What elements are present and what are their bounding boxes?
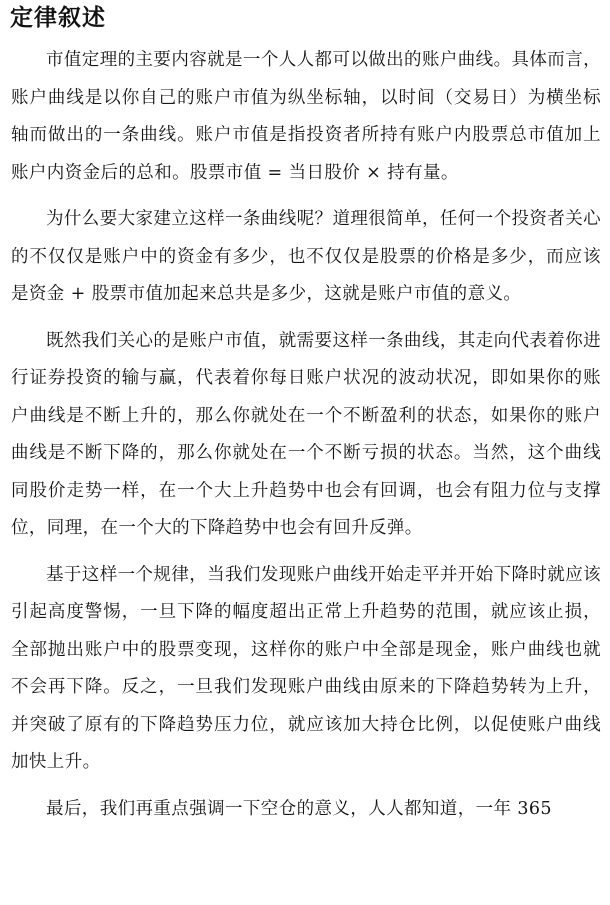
paragraph-definition: 市值定理的主要内容就是一个人人都可以做出的账户曲线。具体而言，账户曲线是以你自己的账户市值为纵坐标轴，以时间（交易日）为横坐标轴而做出的一条曲线。账户市值是指投资者所持有账户内股票总市值加上账户内资金后的总和。股票市值 = 当日股价 × 持有量。 — [11, 50, 601, 183]
paragraph-curve-trend: 既然我们关心的是账户市值，就需要这样一条曲线，其走向代表着你进行证券投资的输与赢，代表着你每日账户状况的波动状况，即如果你的账户曲线是不断上升的，那么你就处在一个不断盈利的状态，如果你的账户曲线是不断下降的，那么你就处在一个不断亏损的状态。当然，这个曲线同股价走势一样，在一个大上升趋势中也会有回调，也会有阻力位与支撑位，同理，在一个大的下降趋势中也会有回升反弹。 — [11, 330, 601, 538]
paragraph-stop-loss: 基于这样一个规律，当我们发现账户曲线开始走平并开始下降时就应该引起高度警惕，一旦下降的幅度超出正常上升趋势的范围，就应该止损，全部抛出账户中的股票变现，这样你的账户中全部是现金，账户曲线也就不会再下降。反之，一旦我们发现账户曲线由原来的下降趋势转为上升，并突破了原有的下降趋势压力位，就应该加大持仓比例，以促使账户曲线加快上升。 — [11, 564, 601, 772]
paragraph-empty-position: 最后，我们再重点强调一下空仓的意义，人人都知道，一年 365 — [46, 798, 552, 819]
section-title: 定律叙述 — [10, 5, 106, 31]
paragraph-why-curve: 为什么要大家建立这样一条曲线呢？道理很简单，任何一个投资者关心的不仅仅是账户中的资金有多少，也不仅仅是股票的价格是多少，而应该是资金 + 股票市值加起来总共是多少，这就是账户市值的意义。 — [11, 209, 601, 304]
body-text — [11, 42, 601, 828]
